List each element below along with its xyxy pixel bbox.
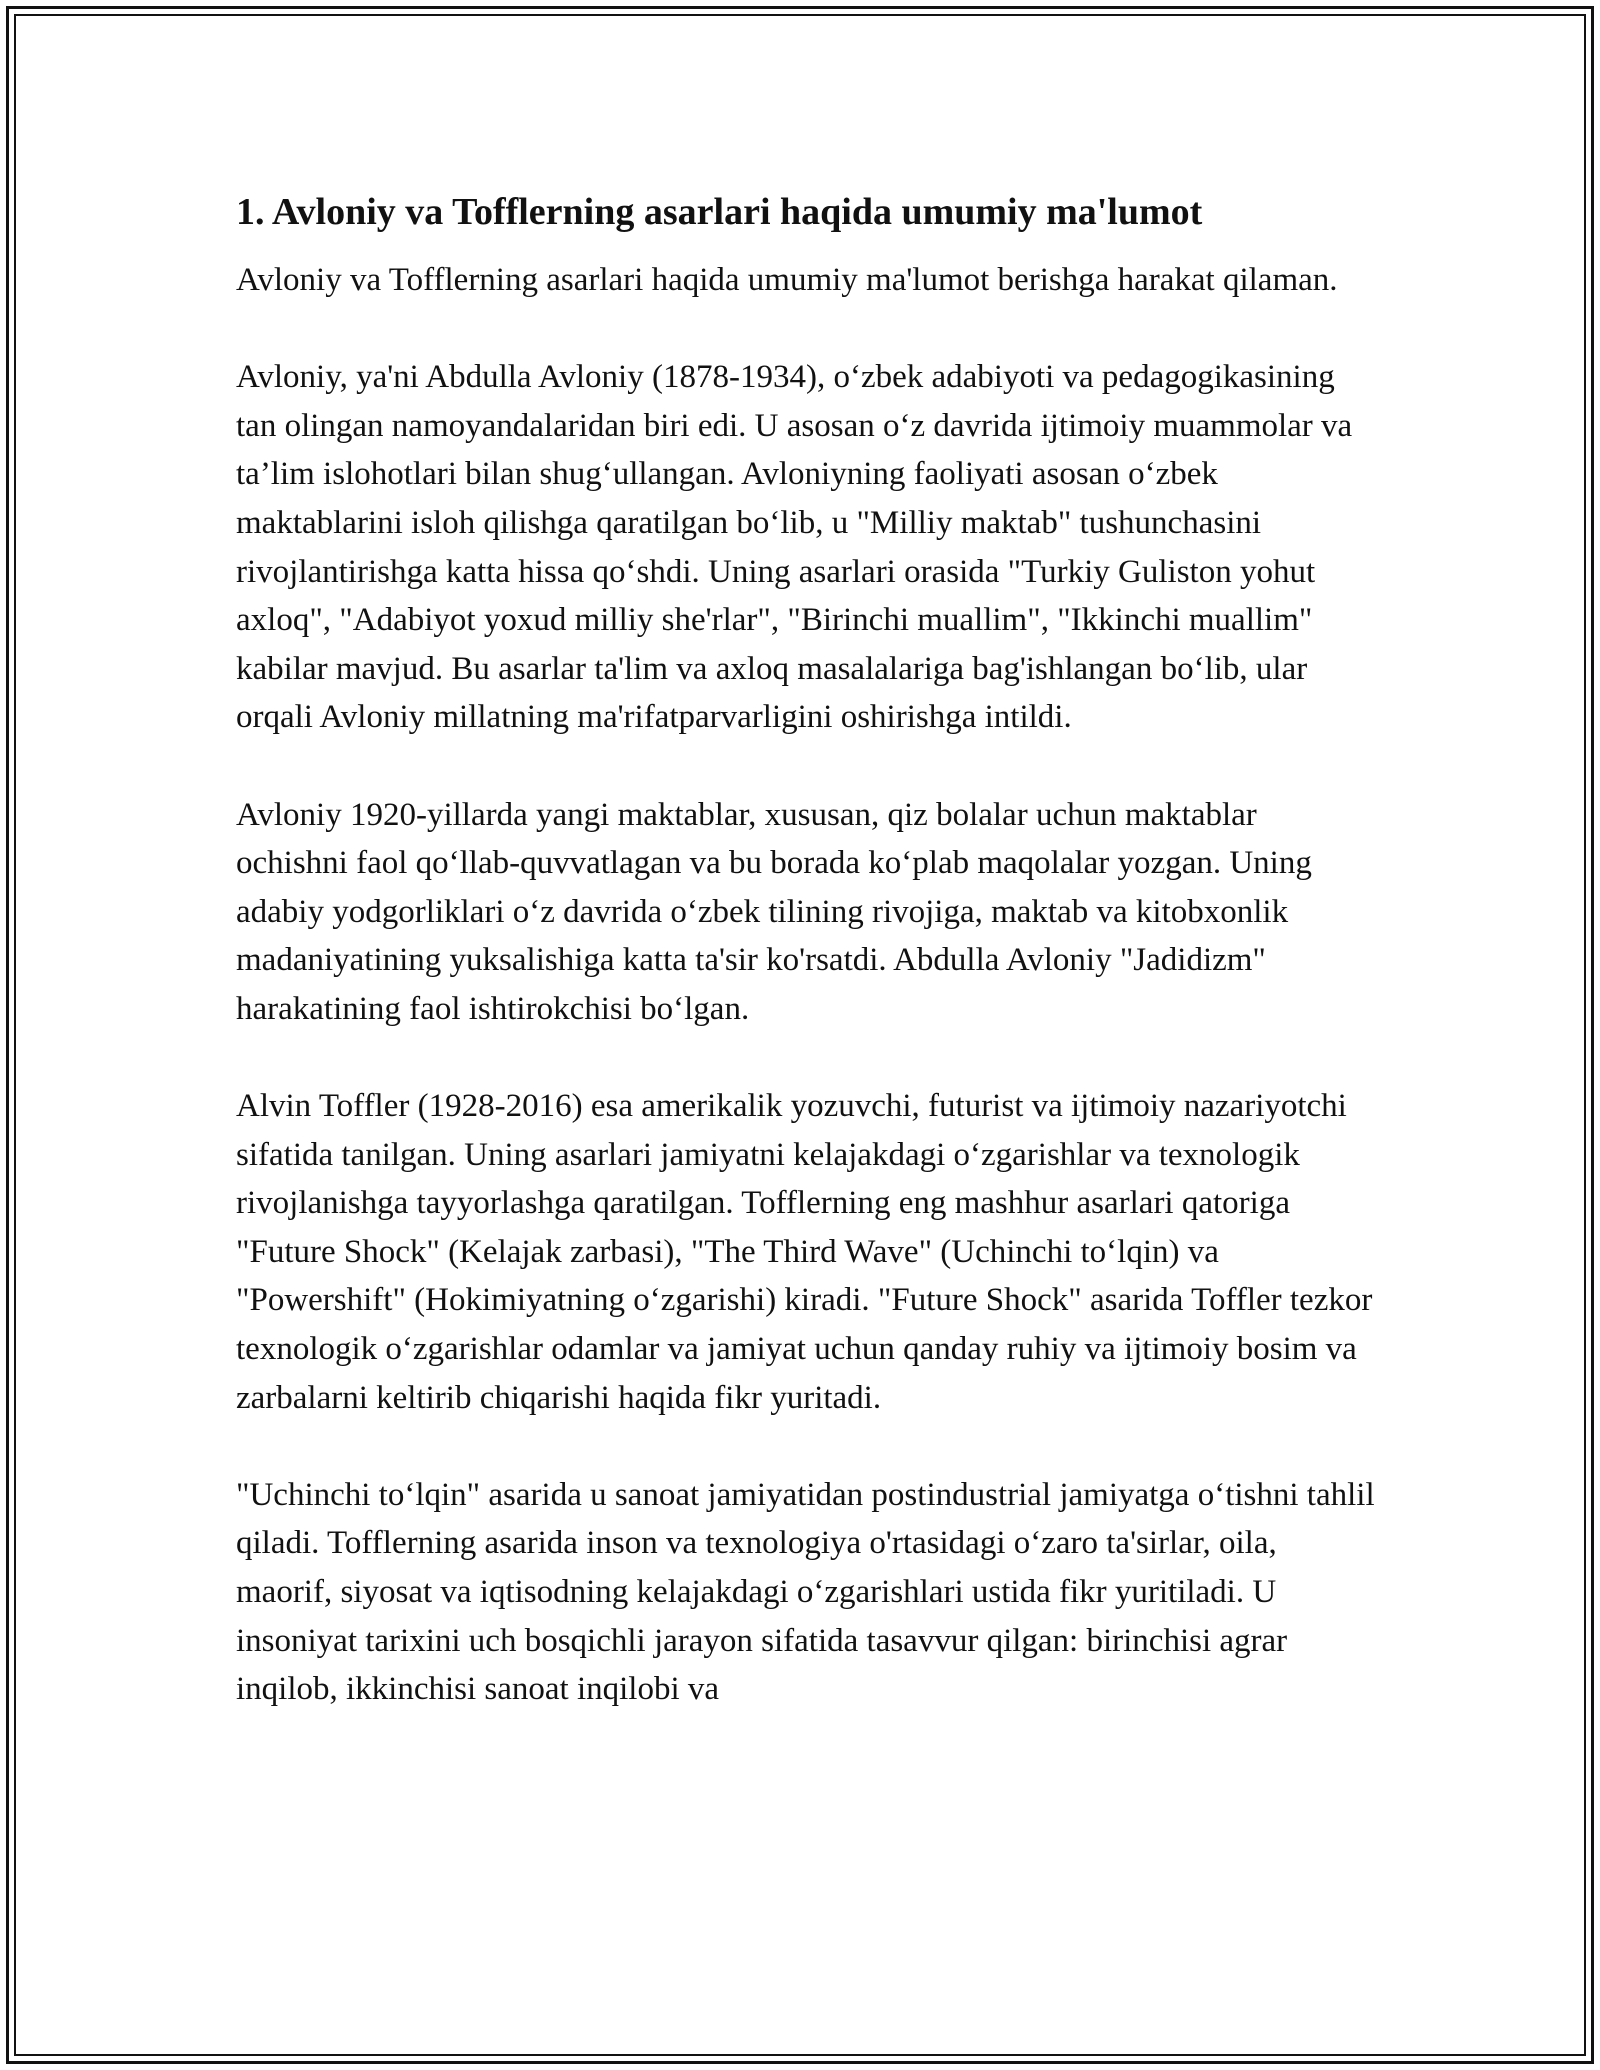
paragraph-intro: Avloniy va Tofflerning asarlari haqida umumiy ma'lumot berishga harakat qilaman. (236, 262, 1338, 298)
paragraph-toffler-biography: Alvin Toffler (1928-2016) esa amerikalik yozuvchi, futurist va ijtimoiy nazariyotchi sifatida tanilgan. Uning asarlari jamiyatni kelajakdagi o‘zgarishlar va texnologik rivojlanishga tayyorlashga qaratilgan. Tofflerning eng mashhur asarlari qatoriga "Future Shock" (Kelajak zarbasi), "The Third Wave" (Uchinchi to‘lqin) va "Powershift" (Hokimiyatning o‘zgarishi) kiradi. "Future Shock" asarida Toffler tezkor texnologik o‘zgarishlar odamlar va jamiyat uchun qanday ruhiy va ijtimoiy bosim va zarbalarni keltirib chiqarishi haqida fikr yuritadi. (236, 1088, 1373, 1416)
paragraph-avloniy-biography: Avloniy, ya'ni Abdulla Avloniy (1878-1934), o‘zbek adabiyoti va pedagogikasining tan olingan namoyandalaridan biri edi. U asosan o‘z davrida ijtimoiy muammolar va ta’lim islohotlari bilan shug‘ullangan. Avloniyning faoliyati asosan o‘zbek maktablarini isloh qilishga qaratilgan bo‘lib, u "Milliy maktab" tushunchasini rivojlantirishga katta hissa qo‘shdi. Uning asarlari orasida "Turkiy Guliston yohut axloq", "Adabiyot yoxud milliy she'rlar", "Birinchi muallim", "Ikkinchi muallim" kabilar mavjud. Bu asarlar ta'lim va axloq masalalariga bag'ishlangan bo‘lib, ular orqali Avloniy millatning ma'rifatparvarligini oshirishga intildi. (236, 359, 1353, 736)
section-heading: 1. Avloniy va Tofflerning asarlari haqida umumiy ma'lumot (236, 191, 1203, 233)
paragraph-third-wave: "Uchinchi to‘lqin" asarida u sanoat jamiyatidan postindustrial jamiyatga o‘tishni tahlil qiladi. Tofflerning asarida inson va texnologiya o'rtasidagi o‘zaro ta'sirlar, oila, maorif, siyosat va iqtisodning kelajakdagi o‘zgarishlari ustida fikr yuritiladi. U insoniyat tarixini uch bosqichli jarayon sifatida tasavvur qilgan: birinchisi agrar inqilob, ikkinchisi sanoat inqilobi va (236, 1476, 1375, 1708)
paragraph-avloniy-schools: Avloniy 1920-yillarda yangi maktablar, xususan, qiz bolalar uchun maktablar ochishni faol qo‘llab-quvvatlagan va bu borada ko‘plab maqolalar yozgan. Uning adabiy yodgorliklari o‘z davrida o‘zbek tilining rivojiga, maktab va kitobxonlik madaniyatining yuksalishiga katta ta'sir ko'rsatdi. Abdulla Avloniy "Jadidizm" harakatining faol ishtirokchisi bo‘lgan. (236, 796, 1312, 1027)
document-body (236, 186, 1376, 1714)
